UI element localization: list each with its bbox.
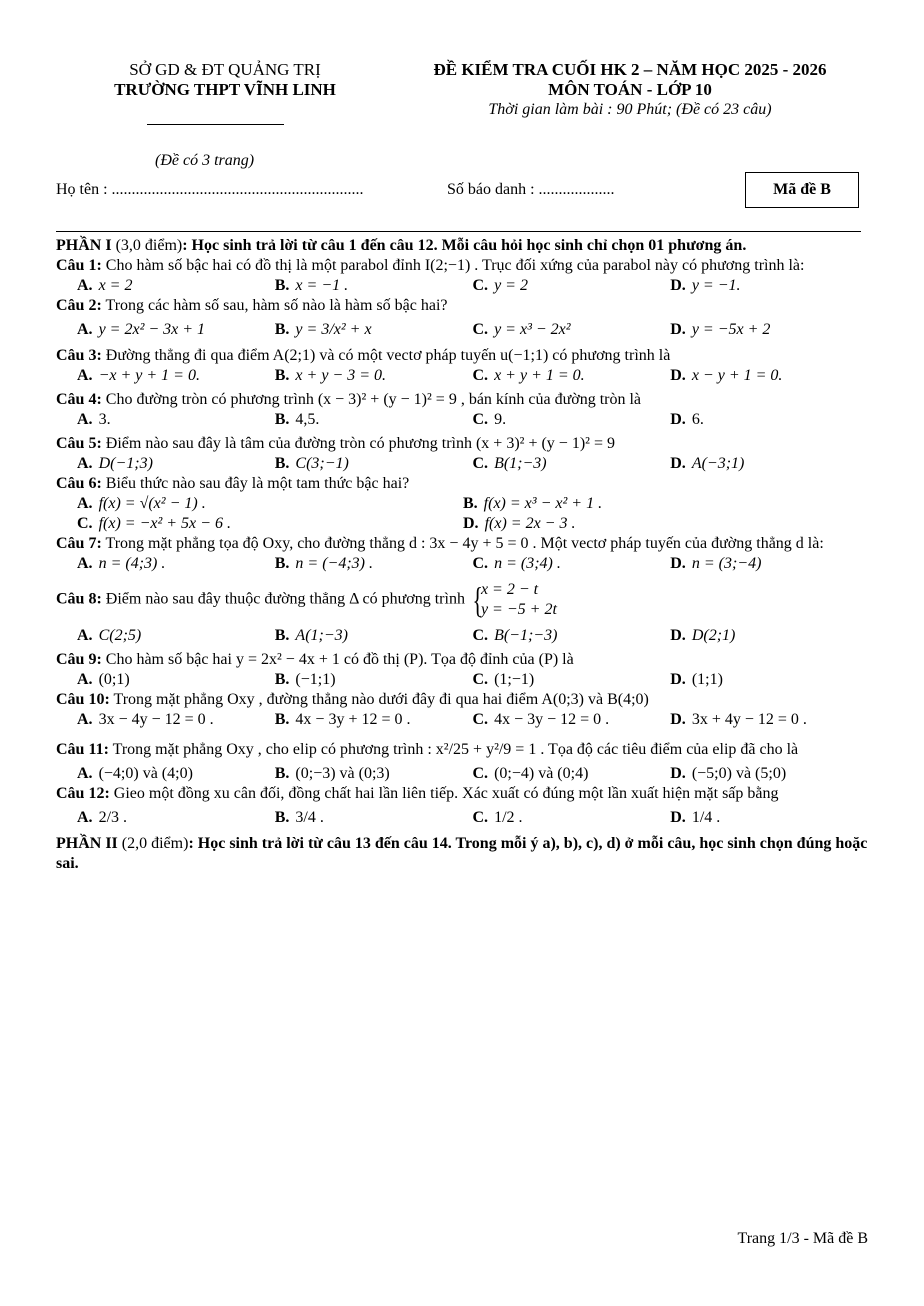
option-a: A. (0;1) bbox=[77, 671, 130, 688]
option-c: C. (1;−1) bbox=[472, 671, 535, 688]
option-a: A. (−4;0) và (4;0) bbox=[77, 765, 193, 782]
option-a: A. x = 2 bbox=[77, 277, 133, 294]
parametric-system: { x = 2 − t y = −5 + 2t bbox=[469, 580, 557, 620]
option-a: A. 2/3 . bbox=[77, 809, 128, 826]
option-b: B. C(3;−1) bbox=[274, 455, 349, 472]
exam-code-box: Mã đề B bbox=[745, 172, 859, 208]
question-11: Câu 11: Trong mặt phẳng Oxy , cho elip có phương trình : x²/25 + y²/9 = 1 . Tọa độ các tiêu điểm của elip đã cho là bbox=[56, 741, 799, 758]
option-b: B. x + y − 3 = 0. bbox=[274, 367, 387, 384]
question-5-options bbox=[77, 454, 868, 474]
exam-content bbox=[56, 236, 868, 874]
option-b: B. n = (−4;3) . bbox=[274, 555, 373, 572]
option-b: B. y = 3/x² + x bbox=[274, 321, 372, 338]
student-name-field: Họ tên : ............................................................... bbox=[56, 181, 364, 198]
option-d: D. n = (3;−4) bbox=[670, 555, 762, 572]
option-a: A. C(2;5) bbox=[77, 627, 142, 644]
option-a: A. n = (4;3) . bbox=[77, 555, 166, 572]
question-5: Câu 5: Điểm nào sau đây là tâm của đường tròn có phương trình (x + 3)² + (y − 1)² = 9 bbox=[56, 435, 615, 452]
option-a: A. −x + y + 1 = 0. bbox=[77, 367, 200, 384]
question-12: Câu 12: Gieo một đồng xu cân đối, đồng chất hai lần liên tiếp. Xác xuất có đúng một lần xuất hiện mặt sấp bằng bbox=[56, 785, 779, 802]
option-c: C. 9. bbox=[472, 411, 507, 428]
option-b: B. 4x − 3y + 12 = 0 . bbox=[274, 711, 411, 728]
question-11-options bbox=[77, 764, 868, 784]
subject-title: MÔN TOÁN - LỚP 10 bbox=[548, 80, 712, 99]
option-b: B. A(1;−3) bbox=[274, 627, 348, 644]
question-4: Câu 4: Cho đường tròn có phương trình (x − 3)² + (y − 1)² = 9 , bán kính của đường tròn là bbox=[56, 391, 642, 408]
question-2: Câu 2: Trong các hàm số sau, hàm số nào là hàm số bậc hai? bbox=[56, 297, 448, 314]
question-2-options bbox=[77, 320, 868, 340]
option-b: B. 3/4 . bbox=[274, 809, 324, 826]
option-c: C. f(x) = −x² + 5x − 6 . bbox=[77, 515, 231, 532]
option-b: B. f(x) = x³ − x² + 1 . bbox=[463, 495, 603, 512]
option-a: A. y = 2x² − 3x + 1 bbox=[77, 321, 206, 338]
question-7: Câu 7: Trong mặt phẳng tọa độ Oxy, cho đường thẳng d : 3x − 4y + 5 = 0 . Một vectơ pháp tuyến của đường thẳng d là: bbox=[56, 535, 824, 552]
option-c: C. y = 2 bbox=[472, 277, 528, 294]
header-divider bbox=[147, 124, 284, 125]
option-d: D. y = −5x + 2 bbox=[670, 321, 771, 338]
pages-note: (Đề có 3 trang) bbox=[155, 152, 255, 169]
option-d: D. 6. bbox=[670, 411, 704, 428]
exam-title: ĐỀ KIỂM TRA CUỐI HK 2 – NĂM HỌC 2025 - 2026 bbox=[433, 60, 827, 79]
option-b: B. (−1;1) bbox=[274, 671, 336, 688]
top-rule bbox=[56, 231, 861, 232]
option-a: A. f(x) = √(x² − 1) . bbox=[77, 495, 206, 512]
exam-duration: Thời gian làm bài : 90 Phút; (Đề có 23 câu) bbox=[488, 101, 772, 118]
question-6-options-row-2 bbox=[77, 514, 868, 534]
student-id-field: Số báo danh : ................... bbox=[447, 181, 615, 198]
option-d: D. y = −1. bbox=[670, 277, 741, 294]
question-7-options bbox=[77, 554, 868, 574]
option-b: B. x = −1 . bbox=[274, 277, 349, 294]
option-d: D. (−5;0) và (5;0) bbox=[670, 765, 787, 782]
question-9-options bbox=[77, 670, 868, 690]
page-footer: Trang 1/3 - Mã đề B bbox=[737, 1230, 868, 1247]
option-c: C. 1/2 . bbox=[472, 809, 523, 826]
option-d: D. A(−3;1) bbox=[670, 455, 745, 472]
question-1-options bbox=[77, 276, 868, 296]
option-c: C. 4x − 3y − 12 = 0 . bbox=[472, 711, 610, 728]
question-10-options bbox=[77, 710, 868, 730]
option-b: B. 4,5. bbox=[274, 411, 320, 428]
option-a: A. D(−1;3) bbox=[77, 455, 153, 472]
department-name: SỞ GD & ĐT QUẢNG TRỊ bbox=[129, 60, 321, 79]
question-4-options bbox=[77, 410, 868, 430]
option-d: D. 3x + 4y − 12 = 0 . bbox=[670, 711, 807, 728]
option-a: A. 3x − 4y − 12 = 0 . bbox=[77, 711, 214, 728]
question-8: Câu 8: Điểm nào sau đây thuộc đường thẳng Δ có phương trình { x = 2 − t y = −5 + 2t bbox=[56, 580, 868, 620]
option-d: D. 1/4 . bbox=[670, 809, 721, 826]
part-2-heading: PHẦN II (2,0 điểm): Học sinh trả lời từ câu 13 đến câu 14. Trong mỗi ý a), b), c), d) ở mỗi câu, học sinh chọn đúng hoặc sai. bbox=[56, 835, 868, 872]
option-c: C. B(−1;−3) bbox=[472, 627, 558, 644]
option-c: C. (0;−4) và (0;4) bbox=[472, 765, 589, 782]
option-d: D. (1;1) bbox=[670, 671, 723, 688]
option-d: D. f(x) = 2x − 3 . bbox=[463, 515, 576, 532]
question-10: Câu 10: Trong mặt phẳng Oxy , đường thẳng nào dưới đây đi qua hai điểm A(0;3) và B(4;0) bbox=[56, 691, 649, 708]
option-b: B. (0;−3) và (0;3) bbox=[274, 765, 390, 782]
option-c: C. y = x³ − 2x² bbox=[472, 321, 571, 338]
question-3-options bbox=[77, 366, 868, 386]
school-header bbox=[60, 60, 390, 100]
question-12-options bbox=[77, 808, 868, 828]
question-6: Câu 6: Biểu thức nào sau đây là một tam thức bậc hai? bbox=[56, 475, 410, 492]
option-d: D. x − y + 1 = 0. bbox=[670, 367, 783, 384]
part-1-heading: PHẦN I (3,0 điểm): Học sinh trả lời từ câu 1 đến câu 12. Mỗi câu hỏi học sinh chỉ chọn 01 phương án. bbox=[56, 237, 747, 254]
question-1: Câu 1: Cho hàm số bậc hai có đồ thị là một parabol đỉnh I(2;−1) . Trục đối xứng của parabol này có phương trình là: bbox=[56, 257, 805, 274]
option-c: C. B(1;−3) bbox=[472, 455, 547, 472]
option-d: D. D(2;1) bbox=[670, 627, 736, 644]
question-9: Câu 9: Cho hàm số bậc hai y = 2x² − 4x + 1 có đồ thị (P). Tọa độ đỉnh của (P) là bbox=[56, 651, 574, 668]
option-c: C. n = (3;4) . bbox=[472, 555, 561, 572]
exam-header bbox=[385, 60, 875, 120]
question-6-options-row-1 bbox=[77, 494, 868, 514]
question-8-options bbox=[77, 626, 868, 646]
option-c: C. x + y + 1 = 0. bbox=[472, 367, 585, 384]
option-a: A. 3. bbox=[77, 411, 111, 428]
school-name: TRƯỜNG THPT VĨNH LINH bbox=[114, 80, 336, 99]
question-3: Câu 3: Đường thẳng đi qua điểm A(2;1) và có một vectơ pháp tuyến u(−1;1) có phương trình là bbox=[56, 347, 671, 364]
